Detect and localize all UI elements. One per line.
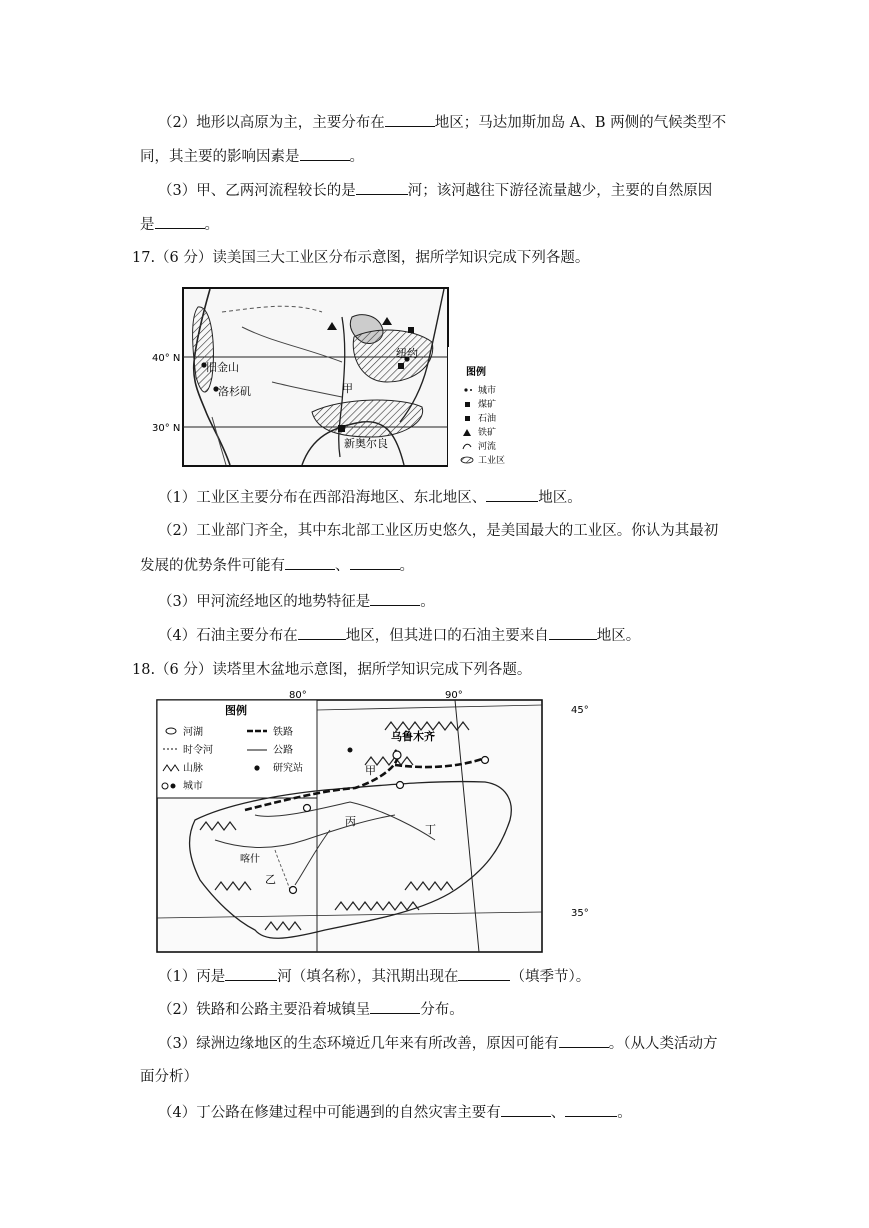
answer-blank[interactable] (370, 591, 420, 606)
city-label: 纽约 (396, 347, 418, 360)
q17-part1: （1）工业区主要分布在西部沿海地区、东北地区、 地区。 (158, 487, 582, 508)
q18-title: 18.（6 分）读塔里木盆地示意图，据所学知识完成下列各题。 (132, 662, 532, 678)
answer-blank[interactable] (285, 555, 335, 570)
latitude-label: 35° (571, 908, 589, 919)
answer-blank[interactable] (155, 214, 205, 229)
answer-blank[interactable] (458, 966, 510, 981)
latitude-label: 30° N (152, 423, 181, 434)
legend-item: 城市 (478, 386, 497, 396)
legend-item: 研究站 (273, 763, 303, 774)
latitude-label: 40° N (152, 353, 181, 364)
legend-item: 时令河 (183, 745, 213, 756)
legend-item: 城市 (183, 781, 203, 792)
river-label: 丙 (345, 815, 356, 828)
q18-part3-line1: （3）绿洲边缘地区的生态环境近几年来有所改善，原因可能有 。（从人类活动方 (158, 1033, 717, 1054)
latitude-label: 45° (571, 705, 589, 716)
answer-blank[interactable] (300, 146, 350, 161)
legend-item: 山脉 (183, 763, 203, 774)
q18-part2: （2）铁路和公路主要沿着城镇呈 分布。 (158, 999, 464, 1020)
place-label: 甲 (365, 764, 376, 777)
answer-blank[interactable] (370, 999, 420, 1014)
answer-blank[interactable] (565, 1102, 617, 1117)
q17-part2-line2: 发展的优势条件可能有 、 。 (140, 555, 414, 576)
q18-part1: （1）丙是 河（填名称），其汛期出现在 （填季节）。 (158, 966, 590, 987)
legend-item: 铁路 (273, 727, 293, 738)
usa-industrial-map (152, 287, 524, 473)
longitude-label: 90° (445, 690, 463, 701)
answer-blank[interactable] (225, 966, 277, 981)
city-label: 乌鲁木齐 (391, 730, 435, 743)
legend-item: 石油 (478, 414, 497, 424)
river-label: 甲 (342, 382, 353, 395)
q17-part4: （4）石油主要分布在 地区，但其进口的石油主要来自 地区。 (158, 625, 640, 646)
answer-blank[interactable] (559, 1033, 609, 1048)
answer-blank[interactable] (350, 555, 400, 570)
answer-blank[interactable] (549, 625, 597, 640)
q16-part2-line2: 同，其主要的影响因素是 。 (140, 146, 364, 167)
place-label: 乙 (265, 873, 276, 886)
city-label: 喀什 (240, 854, 260, 865)
legend-item: 河湖 (183, 727, 203, 738)
answer-blank[interactable] (356, 180, 408, 195)
q17-title: 17.（6 分）读美国三大工业区分布示意图，据所学知识完成下列各题。 (132, 250, 590, 266)
legend-item: 煤矿 (478, 400, 497, 410)
q16-part3-line2: 是 。 (140, 214, 219, 235)
road-label: 丁 (425, 823, 436, 836)
q18-part4: （4）丁公路在修建过程中可能遇到的自然灾害主要有 、 。 (158, 1102, 632, 1123)
legend-item: 工业区 (478, 456, 506, 466)
answer-blank[interactable] (298, 625, 346, 640)
legend-title: 图例 (225, 704, 247, 717)
longitude-label: 80° (289, 690, 307, 701)
q17-part2-line1: （2）工业部门齐全，其中东北部工业区历史悠久，是美国最大的工业区。你认为其最初 (158, 523, 719, 539)
tarim-basin-map (155, 690, 595, 956)
city-label: 旧金山 (206, 361, 239, 374)
answer-blank[interactable] (501, 1102, 551, 1117)
legend-item: 河流 (478, 442, 497, 452)
answer-blank[interactable] (486, 487, 538, 502)
q16-part2-line1: （2）地形以高原为主，主要分布在 地区；马达加斯加岛 A、B 两侧的气候类型不 (158, 112, 726, 133)
legend-title: 图例 (466, 367, 486, 378)
q16-part3-line1: （3）甲、乙两河流程较长的是 河；该河越往下游径流量越少，主要的自然原因 (158, 180, 712, 201)
answer-blank[interactable] (385, 112, 435, 127)
q18-part3-line2: 面分析） (140, 1069, 198, 1085)
q17-part3: （3）甲河流经地区的地势特征是 。 (158, 591, 435, 612)
legend-item: 铁矿 (478, 428, 497, 438)
city-label: 新奥尔良 (344, 437, 388, 450)
city-label: 洛杉矶 (218, 385, 251, 398)
legend-item: 公路 (273, 745, 293, 756)
